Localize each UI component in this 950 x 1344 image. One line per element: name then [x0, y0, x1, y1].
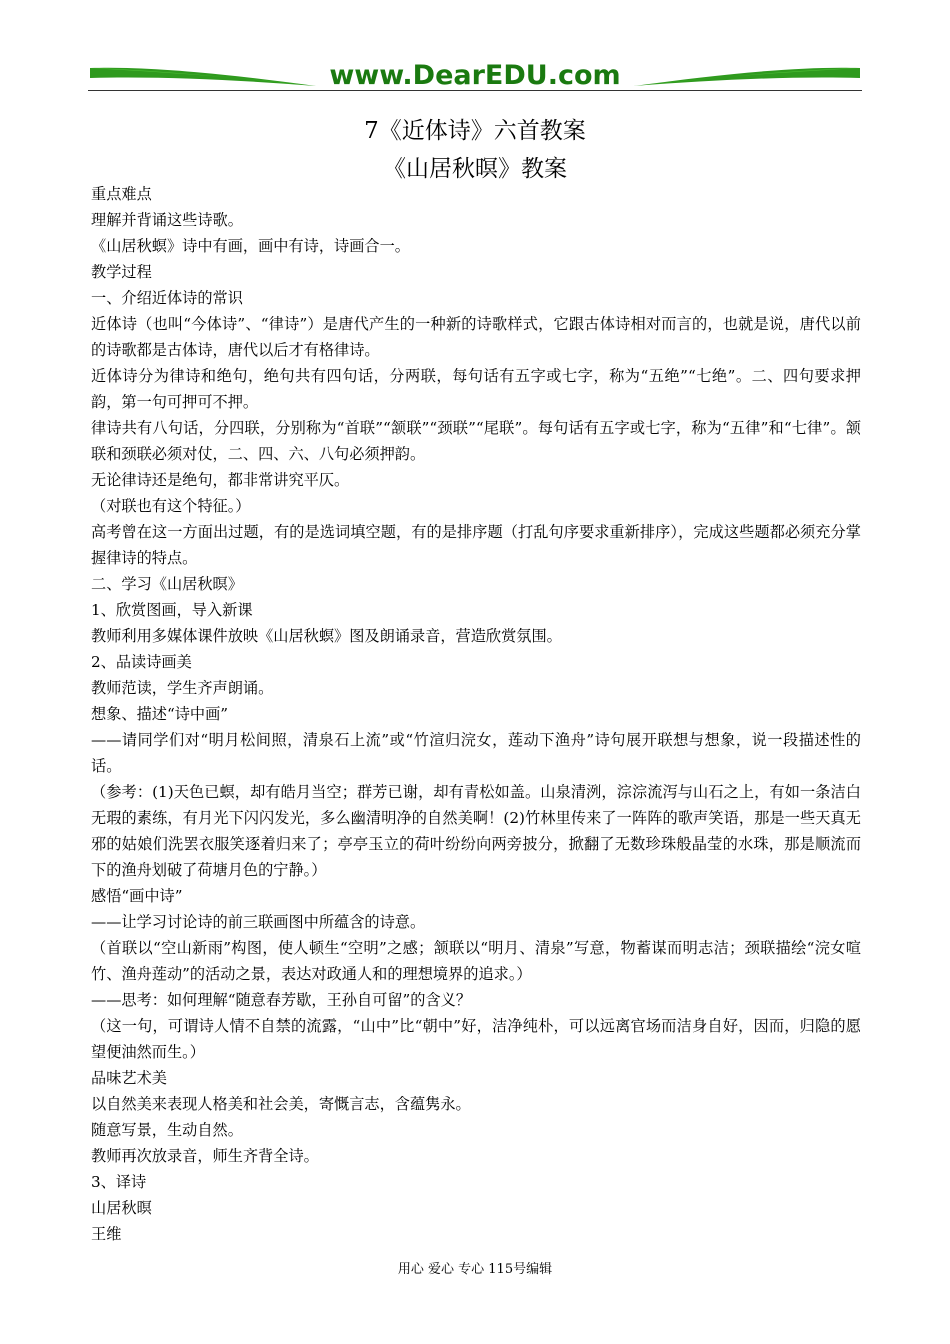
paragraph: （参考：(1)天色已螟，却有皓月当空；群芳已谢，却有青松如盖。山泉清洌，淙淙流泻与山石之上，有如一条洁白无瑕的素练，有月光下闪闪发光，多么幽清明净的自然美啊！(2)竹林里传来了一阵阵的歌声笑语，那是一些天真无邪的姑娘们洗罢衣服笑逐着归来了；亭亭玉立的荷叶纷纷向两旁披分，掀翻了无数珍珠般晶莹的水珠，那是顺流而下的渔舟划破了荷塘月色的宁静。） [91, 783, 861, 879]
paragraph: 理解并背诵这些诗歌。 [91, 211, 243, 229]
site-logo-text[interactable]: www.DearEDU.com [329, 60, 621, 91]
paragraph: ——思考：如何理解“随意春芳歇，王孙自可留”的含义？ [91, 991, 472, 1009]
document-body [91, 181, 861, 1247]
paragraph: 品味艺术美 [91, 1069, 167, 1087]
page-footer: 用心 爱心 专心 115号编辑 [397, 1262, 553, 1277]
page-title: 7《近体诗》六首教案 [364, 118, 586, 144]
paragraph: （对联也有这个特征。） [91, 497, 251, 515]
header-rule [88, 90, 862, 91]
paragraph: 山居秋暝 [91, 1199, 152, 1217]
paragraph: 感悟“画中诗” [91, 887, 183, 905]
paragraph: 一、介绍近体诗的常识 [91, 289, 243, 307]
paragraph: ——让学习讨论诗的前三联画图中所蕴含的诗意。 [91, 913, 426, 931]
site-header [88, 56, 862, 100]
paragraph: 王维 [91, 1225, 122, 1243]
paragraph: 3、译诗 [91, 1173, 147, 1191]
paragraph: 高考曾在这一方面出过题，有的是选词填空题，有的是排序题（打乱句序要求重新排序），完成这些题都必须充分掌握律诗的特点。 [91, 523, 861, 567]
paragraph: （这一句，可谓诗人情不自禁的流露，“山中”比“朝中”好，洁净纯朴，可以远离官场而洁身自好，因而，归隐的愿望便油然而生。） [91, 1017, 861, 1061]
paragraph: 以自然美来表现人格美和社会美，寄慨言志，含蕴隽永。 [91, 1095, 471, 1113]
paragraph: 想象、描述“诗中画” [91, 705, 229, 723]
paragraph: （首联以“空山新雨”构图，使人顿生“空明”之感；颔联以“明月、清泉”写意，物蓄谋而明志洁；颈联描绘“浣女喧竹、渔舟莲动”的活动之景，表达对政通人和的理想境界的追求。） [91, 939, 861, 983]
paragraph: 教师范读，学生齐声朗诵。 [91, 679, 274, 697]
paragraph: 近体诗（也叫“今体诗”、“律诗”）是唐代产生的一种新的诗歌样式，它跟古体诗相对而言的，也就是说，唐代以前的诗歌都是古体诗，唐代以后才有格律诗。 [91, 315, 861, 359]
paragraph: 1、欣赏图画，导入新课 [91, 601, 253, 619]
paragraph: ——请同学们对“明月松间照，清泉石上流”或“竹渲归浣女，莲动下渔舟”诗句展开联想与想象，说一段描述性的话。 [91, 731, 861, 775]
paragraph: 近体诗分为律诗和绝句，绝句共有四句话，分两联，每句话有五字或七字，称为“五绝”“七绝”。二、四句要求押韵，第一句可押可不押。 [91, 367, 861, 411]
paragraph: 教师利用多媒体课件放映《山居秋螟》图及朗诵录音，营造欣赏氛围。 [91, 627, 562, 645]
page-subtitle: 《山居秋暝》教案 [383, 156, 567, 182]
paragraph: 《山居秋螟》诗中有画，画中有诗，诗画合一。 [91, 237, 410, 255]
paragraph: 教学过程 [91, 263, 152, 281]
paragraph: 重点难点 [91, 185, 152, 203]
paragraph: 随意写景，生动自然。 [91, 1121, 243, 1139]
paragraph: 律诗共有八句话，分四联，分别称为“首联”“颔联”“颈联”“尾联”。每句话有五字或七字，称为“五律”和“七律”。颔联和颈联必须对仗，二、四、六、八句必须押韵。 [91, 419, 861, 463]
paragraph: 教师再次放录音，师生齐背全诗。 [91, 1147, 319, 1165]
paragraph: 无论律诗还是绝句，都非常讲究平仄。 [91, 471, 350, 489]
paragraph: 2、品读诗画美 [91, 653, 192, 671]
paragraph: 二、学习《山居秋暝》 [91, 575, 243, 593]
